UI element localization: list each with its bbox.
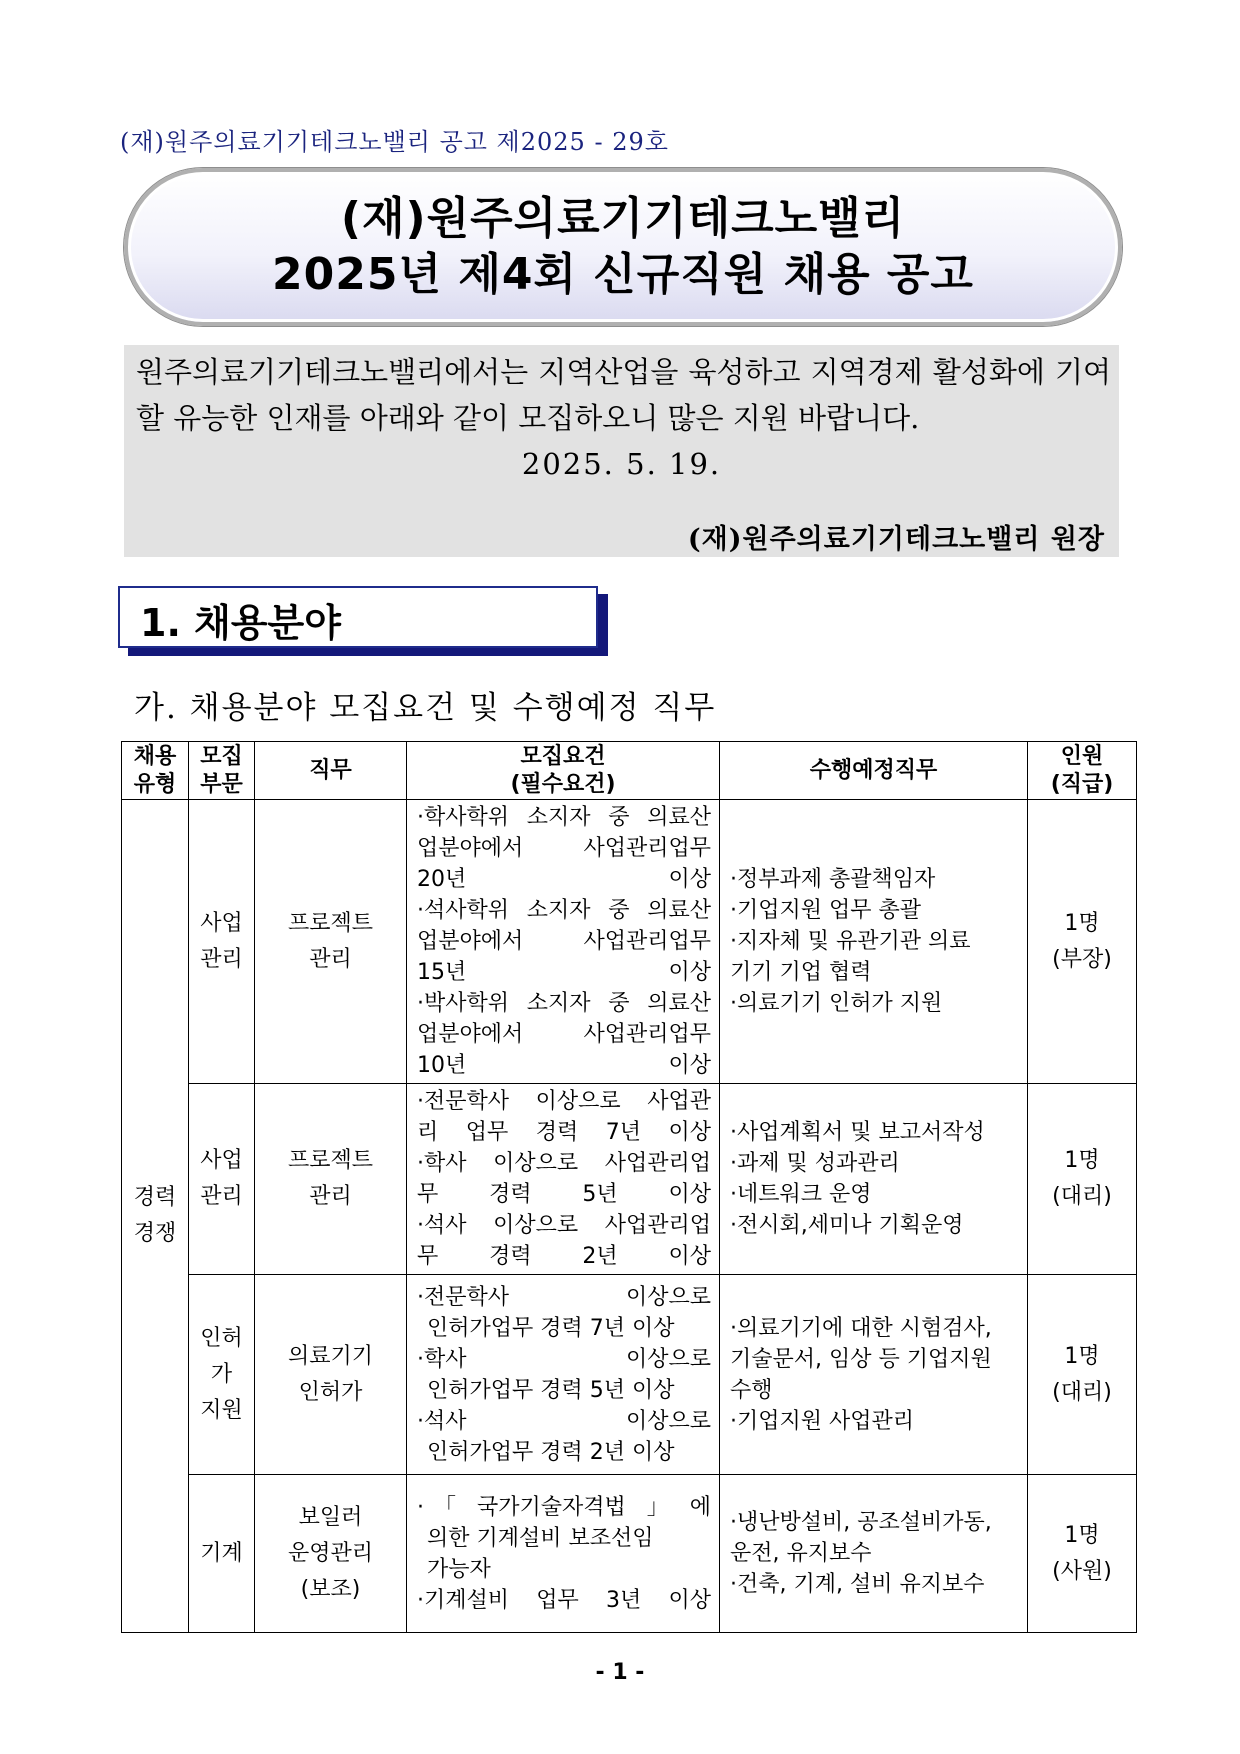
title-line-1: (재)원주의료기기테크노밸리 <box>340 193 906 244</box>
grade-value: (대리) <box>1052 1184 1112 1209</box>
job-cell <box>255 800 407 1084</box>
header-count-l1: 인원 <box>1060 743 1104 769</box>
duty-line: 기기 기업 협력 <box>730 960 872 985</box>
cell-line: 관리 <box>309 1184 352 1209</box>
requirements-cell <box>407 1275 720 1475</box>
count-value: 1명 <box>1064 1522 1100 1548</box>
header-dept-l2: 부문 <box>200 771 243 797</box>
duty-line: ·네트워크 운영 <box>730 1182 872 1207</box>
requirements-cell <box>407 1084 720 1275</box>
cell-line: (보조) <box>300 1576 361 1602</box>
requirement-line: 무 경력 2년 이상 <box>417 1244 711 1269</box>
subsection-title: 가. 채용분야 모집요건 및 수행예정 직무 <box>134 690 717 726</box>
grade-value: (부장) <box>1052 946 1112 972</box>
requirement-line: 업분야에서 사업관리업무 <box>417 836 711 861</box>
requirement-line: 인허가업무 경력 5년 이상 <box>427 1377 675 1403</box>
duty-line: 기술문서, 임상 등 기업지원 <box>730 1346 992 1372</box>
grade-value: (사원) <box>1052 1558 1112 1584</box>
requirement-line: ·「국가기술자격법」에 <box>417 1494 711 1520</box>
cell-line: 관리 <box>200 1184 243 1209</box>
duty-line: ·전시회,세미나 기획운영 <box>730 1213 964 1238</box>
cell-line: 프로젝트 <box>287 1148 373 1173</box>
requirement-line: ·전문학사 이상으로 <box>417 1284 711 1310</box>
requirement-line: 의한 기계설비 보조선임 <box>427 1525 654 1551</box>
job-cell <box>255 1475 407 1633</box>
requirement-line: ·학사학위 소지자 중 의료산 <box>417 805 711 830</box>
header-dept <box>189 742 255 800</box>
cell-line: 관리 <box>200 946 243 972</box>
requirement-line: 리 업무 경력 7년 이상 <box>417 1120 711 1145</box>
duties-cell <box>720 1475 1028 1633</box>
cell-line: 운영관리 <box>287 1540 373 1566</box>
count-cell <box>1028 1475 1137 1633</box>
cell-line: 가 <box>210 1361 233 1387</box>
cell-line: 사업 <box>200 1148 243 1173</box>
table-row <box>122 1275 1137 1475</box>
notice-number: (재)원주의료기기테크노밸리 공고 제2025 - 29호 <box>120 128 669 156</box>
duty-line: 운전, 유지보수 <box>730 1541 872 1566</box>
cell-line: 인허가 <box>298 1379 363 1405</box>
job-cell <box>255 1275 407 1475</box>
header-req-l1: 모집요건 <box>520 743 606 769</box>
intro-date: 2025. 5. 19. <box>521 447 722 481</box>
requirement-line: 15년 이상 <box>417 960 711 985</box>
type-cell <box>122 800 189 1633</box>
requirement-line: 업분야에서 사업관리업무 <box>417 1022 711 1047</box>
duties-cell <box>720 800 1028 1084</box>
duty-line: ·기업지원 업무 총괄 <box>730 898 921 923</box>
header-req-l2: (필수요건) <box>510 771 616 797</box>
type-l1: 경력 <box>133 1185 177 1210</box>
requirement-line: 가능자 <box>427 1556 491 1582</box>
job-cell <box>255 1084 407 1275</box>
header-job: 직무 <box>255 742 407 800</box>
cell-line: 의료기기 <box>287 1343 373 1369</box>
requirement-line: 무 경력 5년 이상 <box>417 1182 711 1207</box>
header-count-l2: (직급) <box>1050 771 1114 797</box>
requirement-line: ·학사 이상으로 <box>417 1346 711 1372</box>
duty-line: ·사업계획서 및 보고서작성 <box>730 1120 985 1145</box>
duty-line: ·과제 및 성과관리 <box>730 1151 900 1176</box>
table-row <box>122 1084 1137 1275</box>
table-row <box>122 1475 1137 1633</box>
type-l2: 경쟁 <box>133 1221 177 1246</box>
intro-signature: (재)원주의료기기테크노밸리 원장 <box>687 524 1105 555</box>
count-cell <box>1028 800 1137 1084</box>
recruitment-table <box>121 741 1137 1633</box>
requirements-cell <box>407 1475 720 1633</box>
duties-cell <box>720 1084 1028 1275</box>
duty-line: ·건축, 기계, 설비 유지보수 <box>730 1572 985 1597</box>
cell-line: 기계 <box>200 1540 243 1566</box>
cell-line: 지원 <box>200 1397 243 1423</box>
requirement-line: ·석사학위 소지자 중 의료산 <box>417 898 711 923</box>
count-cell <box>1028 1275 1137 1475</box>
duty-line: 수행 <box>730 1377 773 1403</box>
page-number: - 1 - <box>595 1660 645 1685</box>
header-requirements <box>407 742 720 800</box>
intro-text: 원주의료기기테크노밸리에서는 지역산업을 육성하고 지역경제 활성화에 기여할 유능한 인재를 아래와 같이 모집하오니 많은 지원 바랍니다. <box>136 355 1111 435</box>
requirement-line: ·석사 이상으로 사업관리업 <box>417 1213 711 1238</box>
cell-line: 프로젝트 <box>287 910 373 936</box>
requirement-line: 20년 이상 <box>417 867 711 892</box>
count-value: 1명 <box>1064 1343 1100 1369</box>
duty-line: ·의료기기에 대한 시험검사, <box>730 1315 992 1341</box>
duties-cell <box>720 1275 1028 1475</box>
count-value: 1명 <box>1064 910 1100 936</box>
header-dept-l1: 모집 <box>200 743 243 769</box>
cell-line: 관리 <box>309 946 352 972</box>
cell-line: 보일러 <box>298 1504 363 1530</box>
title-line-2: 2025년 제4회 신규직원 채용 공고 <box>272 249 974 300</box>
requirements-cell <box>407 800 720 1084</box>
title-banner <box>124 168 1122 326</box>
count-value: 1명 <box>1064 1148 1100 1173</box>
duty-line: ·정부과제 총괄책임자 <box>730 867 936 892</box>
dept-cell <box>189 1275 255 1475</box>
requirement-line: 10년 이상 <box>417 1053 711 1078</box>
table-header-row <box>122 742 1137 800</box>
header-count <box>1028 742 1137 800</box>
requirement-line: ·박사학위 소지자 중 의료산 <box>417 991 711 1016</box>
grade-value: (대리) <box>1052 1379 1112 1405</box>
requirement-line: ·학사 이상으로 사업관리업 <box>417 1151 711 1176</box>
requirement-line: ·전문학사 이상으로 사업관 <box>417 1089 711 1114</box>
duty-line: ·지자체 및 유관기관 의료 <box>730 929 971 954</box>
requirement-line: ·기계설비 업무 3년 이상 <box>417 1587 711 1613</box>
duty-line: ·냉난방설비, 공조설비가동, <box>730 1510 992 1535</box>
dept-cell <box>189 1475 255 1633</box>
dept-cell <box>189 1084 255 1275</box>
section-title: 1. 채용분야 <box>140 601 341 645</box>
header-duties: 수행예정직무 <box>720 742 1028 800</box>
cell-line: 사업 <box>200 910 243 936</box>
count-cell <box>1028 1084 1137 1275</box>
requirement-line: ·석사 이상으로 <box>417 1408 711 1434</box>
cell-line: 인허 <box>200 1325 243 1351</box>
requirement-line: 인허가업무 경력 2년 이상 <box>427 1439 675 1465</box>
requirement-line: 업분야에서 사업관리업무 <box>417 929 711 954</box>
intro-box <box>124 345 1119 557</box>
table-row <box>122 800 1137 1084</box>
header-type-l1: 채용 <box>133 743 177 769</box>
requirement-line: 인허가업무 경력 7년 이상 <box>427 1315 675 1341</box>
header-type <box>122 742 189 800</box>
duty-line: ·의료기기 인허가 지원 <box>730 991 943 1016</box>
duty-line: ·기업지원 사업관리 <box>730 1408 915 1434</box>
dept-cell <box>189 800 255 1084</box>
header-type-l2: 유형 <box>133 771 177 797</box>
section-heading <box>118 586 598 648</box>
